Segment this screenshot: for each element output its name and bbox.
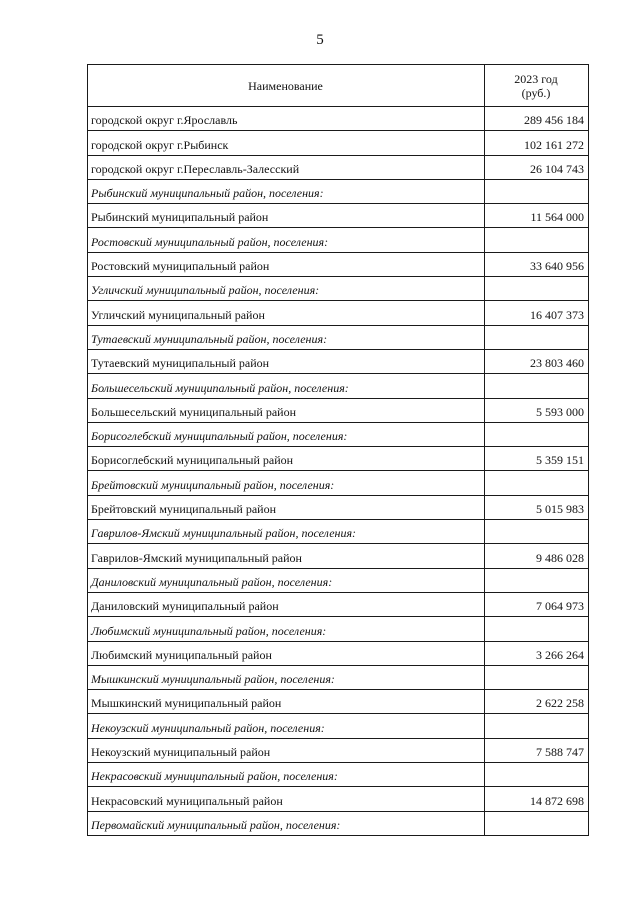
territory-name-cell: городской округ г.Рыбинск xyxy=(88,131,485,155)
group-header-row xyxy=(88,811,589,835)
amount-cell: 5 359 151 xyxy=(485,447,589,471)
group-header-cell: Даниловский муниципальный район, поселения: xyxy=(88,568,485,592)
group-header-row xyxy=(88,228,589,252)
column-header-unit-label: (руб.) xyxy=(521,85,551,100)
territory-name-cell: городской округ г.Переславль-Залесский xyxy=(88,155,485,179)
amount-cell: 102 161 272 xyxy=(485,131,589,155)
group-header-row xyxy=(88,374,589,398)
territory-name-cell: Некоузский муниципальный район xyxy=(88,738,485,762)
amount-cell xyxy=(485,374,589,398)
territory-name-cell: Любимский муниципальный район xyxy=(88,641,485,665)
group-header-cell: Первомайский муниципальный район, поселения: xyxy=(88,811,485,835)
group-header-row xyxy=(88,277,589,301)
table-row xyxy=(88,349,589,373)
territory-name-cell: Мышкинский муниципальный район xyxy=(88,690,485,714)
territory-name-cell: Рыбинский муниципальный район xyxy=(88,204,485,228)
group-header-row xyxy=(88,325,589,349)
table-row xyxy=(88,301,589,325)
amount-cell xyxy=(485,228,589,252)
table-row xyxy=(88,107,589,131)
group-header-row xyxy=(88,568,589,592)
group-header-row xyxy=(88,617,589,641)
amount-cell: 5 015 983 xyxy=(485,495,589,519)
group-header-cell: Большесельский муниципальный район, поселения: xyxy=(88,374,485,398)
amount-cell: 23 803 460 xyxy=(485,349,589,373)
territory-name-cell: Даниловский муниципальный район xyxy=(88,592,485,616)
table-header-row xyxy=(88,65,589,107)
territory-name-cell: Некрасовский муниципальный район xyxy=(88,787,485,811)
amount-cell xyxy=(485,714,589,738)
amount-cell: 14 872 698 xyxy=(485,787,589,811)
amount-cell: 33 640 956 xyxy=(485,252,589,276)
group-header-cell: Тутаевский муниципальный район, поселения: xyxy=(88,325,485,349)
amount-cell: 5 593 000 xyxy=(485,398,589,422)
amount-cell xyxy=(485,422,589,446)
group-header-cell: Брейтовский муниципальный район, поселения: xyxy=(88,471,485,495)
group-header-row xyxy=(88,471,589,495)
column-header-year-label: 2023 год xyxy=(514,71,558,86)
amount-cell xyxy=(485,277,589,301)
amount-cell xyxy=(485,617,589,641)
territory-name-cell: Угличский муниципальный район xyxy=(88,301,485,325)
amount-cell xyxy=(485,520,589,544)
group-header-cell: Гаврилов-Ямский муниципальный район, поселения: xyxy=(88,520,485,544)
amount-cell xyxy=(485,665,589,689)
table-row xyxy=(88,131,589,155)
table-row xyxy=(88,641,589,665)
amount-cell: 9 486 028 xyxy=(485,544,589,568)
column-header-name: Наименование xyxy=(88,65,485,107)
amount-cell: 7 588 747 xyxy=(485,738,589,762)
territory-name-cell: Большесельский муниципальный район xyxy=(88,398,485,422)
group-header-cell: Любимский муниципальный район, поселения: xyxy=(88,617,485,641)
territory-name-cell: Тутаевский муниципальный район xyxy=(88,349,485,373)
table-row xyxy=(88,592,589,616)
amount-cell xyxy=(485,568,589,592)
group-header-row xyxy=(88,520,589,544)
group-header-cell: Борисоглебский муниципальный район, поселения: xyxy=(88,422,485,446)
group-header-row xyxy=(88,763,589,787)
amount-cell: 16 407 373 xyxy=(485,301,589,325)
group-header-row xyxy=(88,714,589,738)
territory-name-cell: Гаврилов-Ямский муниципальный район xyxy=(88,544,485,568)
table-row xyxy=(88,204,589,228)
table-row xyxy=(88,787,589,811)
amount-cell xyxy=(485,763,589,787)
group-header-cell: Угличский муниципальный район, поселения: xyxy=(88,277,485,301)
territory-name-cell: Брейтовский муниципальный район xyxy=(88,495,485,519)
amount-cell: 11 564 000 xyxy=(485,204,589,228)
budget-table xyxy=(87,64,589,836)
territory-name-cell: Борисоглебский муниципальный район xyxy=(88,447,485,471)
amount-cell xyxy=(485,325,589,349)
amount-cell: 2 622 258 xyxy=(485,690,589,714)
group-header-cell: Мышкинский муниципальный район, поселения: xyxy=(88,665,485,689)
table-row xyxy=(88,738,589,762)
group-header-cell: Некоузский муниципальный район, поселения: xyxy=(88,714,485,738)
table-row xyxy=(88,155,589,179)
amount-cell: 289 456 184 xyxy=(485,107,589,131)
amount-cell: 7 064 973 xyxy=(485,592,589,616)
amount-cell: 26 104 743 xyxy=(485,155,589,179)
group-header-row xyxy=(88,665,589,689)
amount-cell: 3 266 264 xyxy=(485,641,589,665)
table-row xyxy=(88,398,589,422)
group-header-row xyxy=(88,179,589,203)
column-header-year xyxy=(485,65,589,107)
group-header-cell: Ростовский муниципальный район, поселения: xyxy=(88,228,485,252)
table-body xyxy=(88,107,589,836)
amount-cell xyxy=(485,471,589,495)
group-header-row xyxy=(88,422,589,446)
amount-cell xyxy=(485,811,589,835)
territory-name-cell: Ростовский муниципальный район xyxy=(88,252,485,276)
territory-name-cell: городской округ г.Ярославль xyxy=(88,107,485,131)
group-header-cell: Некрасовский муниципальный район, поселения: xyxy=(88,763,485,787)
table-row xyxy=(88,252,589,276)
amount-cell xyxy=(485,179,589,203)
table-row xyxy=(88,447,589,471)
table-row xyxy=(88,495,589,519)
table-row xyxy=(88,690,589,714)
group-header-cell: Рыбинский муниципальный район, поселения: xyxy=(88,179,485,203)
table-row xyxy=(88,544,589,568)
page-number: 5 xyxy=(316,32,324,48)
